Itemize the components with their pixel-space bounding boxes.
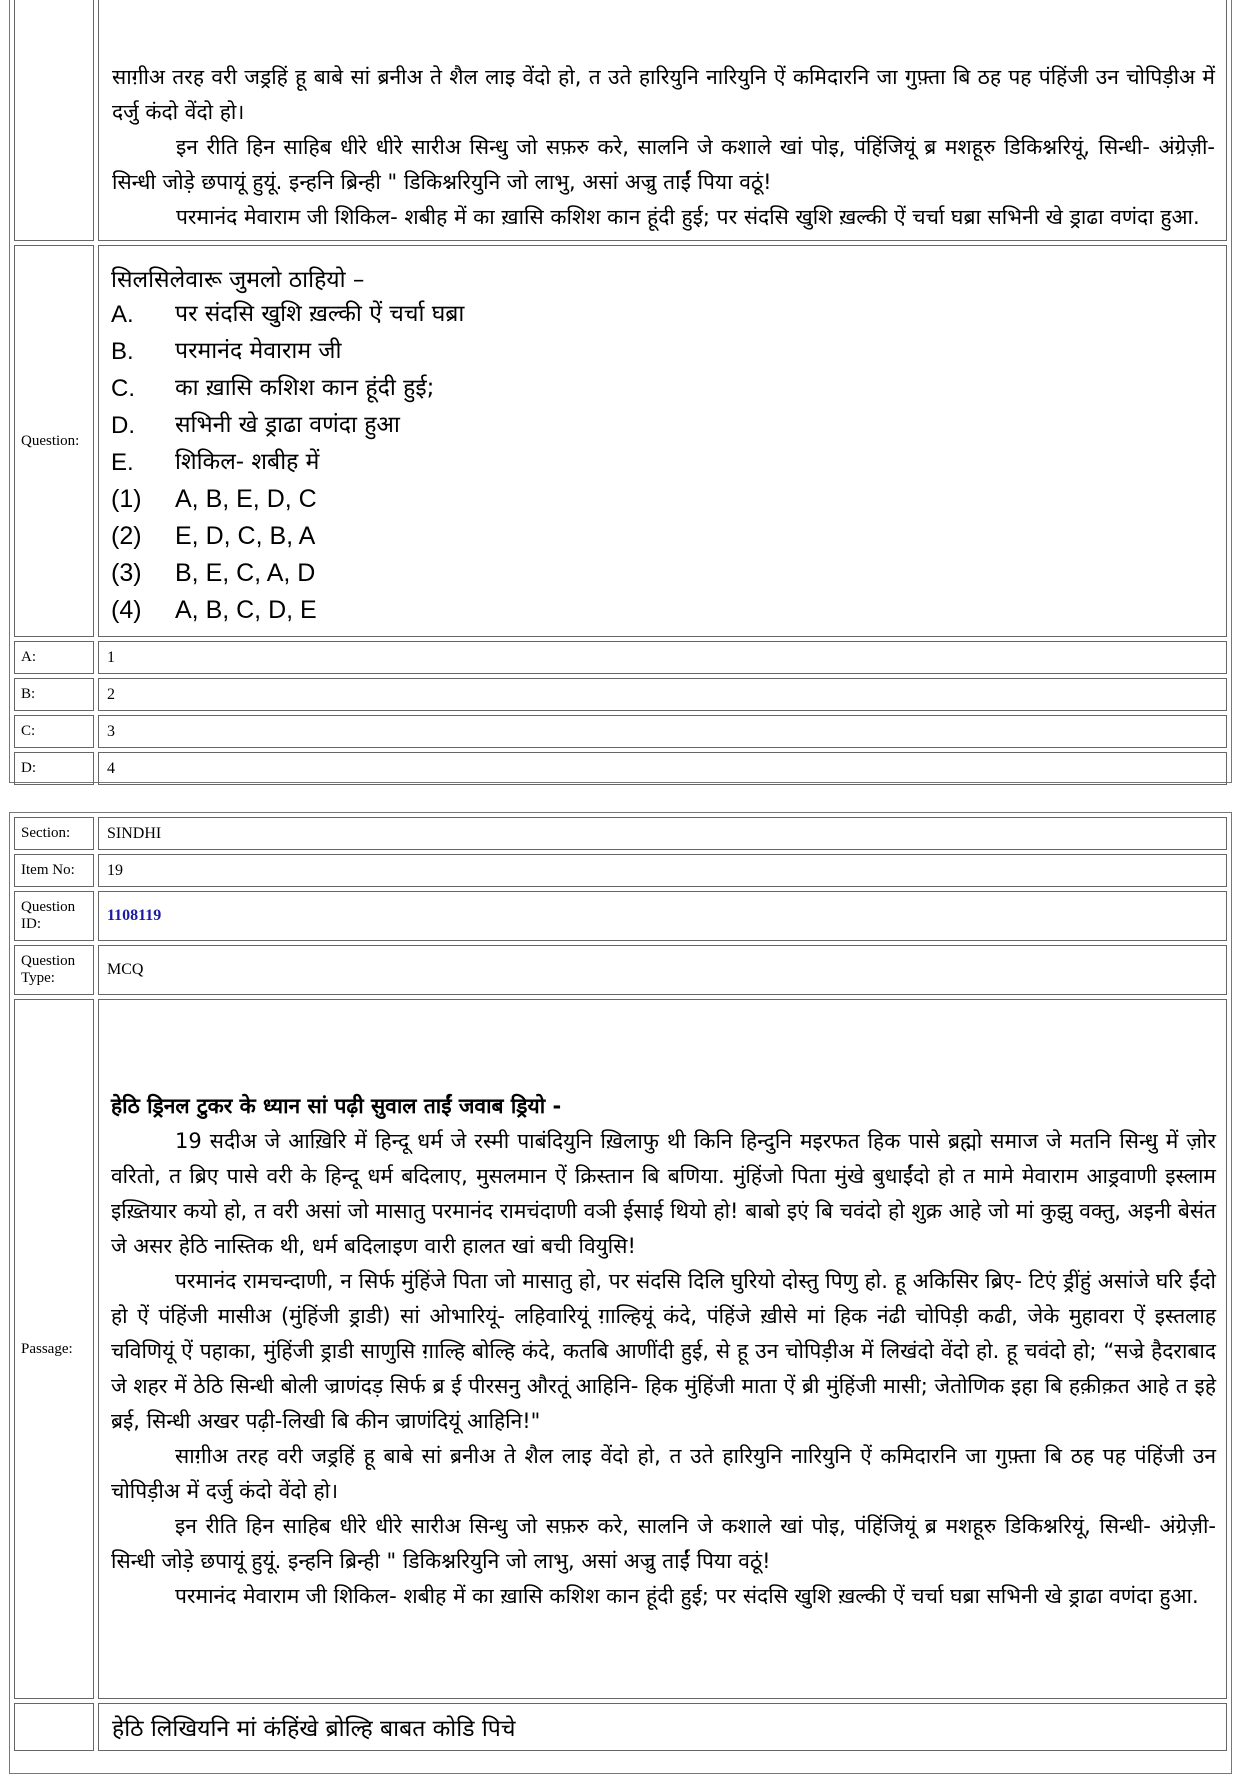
passage-label-empty [14,0,94,241]
item-no-label: Item No: [14,854,94,887]
question-part-c: C. का ख़ासि कशिश कान हूंदी हुई; [111,374,435,402]
passage-cell [98,999,1227,1699]
passage-paragraph: साग़ीअ तरह वरी जड्रहिं हू बाबे सां ब्रनीअ ते शैल लाइ वेंदो हो, त उते हारियुनि नारियुनि ऐं कमिदारनि जा गुफ़्ता बि ठह पह पंहिंजी उन चोपिड़ीअ में दर्जु कंदो वेंदो हो। [111,1443,1216,1503]
question-type-label: Question Type: [14,945,94,995]
question-cell [98,245,1227,637]
answer-value-a: 1 [98,641,1227,674]
current-item-block [9,812,1232,1774]
next-question-partial: हेठि लिखियनि मां कंहिंखे ब्रोल्हि बाबत कोडि पिचे [112,1716,516,1742]
item-no-value: 19 [98,854,1227,887]
question-type-value: MCQ [98,945,1227,995]
answer-value-c: 3 [98,715,1227,748]
question-id-value: 1108119 [107,907,162,924]
question-label: Question: [14,245,94,637]
question-choice-2: (2) E, D, C, B, A [111,521,316,550]
current-item-table [10,813,1231,1755]
passage-paragraph: 19 सदीअ जे आख़िरि में हिन्दू धर्म जे रस्मी पाबंदियुनि ख़िलाफु थी किनि हिन्दुनि मइरफत हिक पासे ब्रह्मो समाज जे मतनि सिन्धु में ज़ोर वरितो, त ब्रिए पासे वरी के हिन्दू धर्म बदिलाए, मुसलमान ऐं क्रिस्तान बि बणिया. मुंहिंजो पिता मुंखे बुधाईंदो हो त मामे मेवाराम आड्रवाणी इस्लाम इख़्तियार कयो हो, त वरी असां जो मासातु परमानंद रामचंदाणी वञी ईसाई थियो हो! बाबो इएं बि चवंदो हो शुक्र आहे जो मां कुझु वक्तु, अइनी बेसंत जे असर हेठि नास्तिक थी, धर्म बदिलाइण वारी हालत खां बची वियुसि! [111,1128,1216,1258]
passage-label: Passage: [14,999,94,1699]
section-label: Section: [14,817,94,850]
question-id-label: Question ID: [14,891,94,941]
question-choice-1: (1) A, B, E, D, C [111,484,317,513]
passage-paragraph: परमानंद रामचन्दाणी, न सिर्फ मुंहिंजे पिता जो मासातु हो, पर संदसि दिलि घुरियो दोस्तु पिणु हो. हू अकिसिर ब्रिए- टिएं ड्रींहुं असांजे घरि ईंदो हो ऐं पंहिंजी मासीअ (मुंहिंजी ड्राडी) सां ओभारियूं- लहिवारियूं ग़ाल्हियूं कंदे, पंहिंजे ख़ीसे मां हिक नंढी चोपिड़ी कढी, जेके मुहावरा ऐं इस्तलाह चविणियूं ऐं पहाका, मुंहिंजी ड्राडी साणुसि ग़ाल्हि बोल्हि कंदे, कतबि आणींदी हुई, से हू उन चोपिड़ीअ में लिखंदो वेंदो हो. हू चवंदो हो; “सज्रे हैदराबाद जे शहर में ठेठि सिन्धी बोली ज्राणंदड़ सिर्फ ब्र ई पीरसनु औरतूं आहिनि- हिक मुंहिंजी माता ऐं ब्री मुंहिंजी मासी; जेतोणिक इहा बि हक़ीक़त आहे त इहे ब्रई, सिन्धी अखर पढ़ी-लिखी बि कीन ज्राणंदियूं आहिनि!" [111,1268,1216,1433]
question-id-cell [98,891,1227,941]
passage-continued [100,60,1225,235]
passage-paragraph: परमानंद मेवाराम जी शिकिल- शबीह में का ख़ासि कशिश कान हूंदी हुई; पर संदसि खुशि ख़ल्की ऐं चर्चा घब्रा सभिनी खे ड्राढा वणंदा हुआ. [176,205,1200,229]
question-part-a: A. पर संदसि खुशि ख़ल्की ऐं चर्चा घब्रा [111,300,465,328]
answer-label-d: D: [14,752,94,785]
previous-question-block [9,0,1232,783]
answer-label-c: C: [14,715,94,748]
passage-paragraph: साग़ीअ तरह वरी जड्रहिं हू बाबे सां ब्रनीअ ते शैल लाइ वेंदो हो, त उते हारियुनि नारियुनि ऐं कमिदारनि जा गुफ़्ता बि ठह पह पंहिंजी उन चोपिड़ीअ में दर्जु कंदो वेंदो हो। [112,65,1215,124]
question-part-e: E. शिकिल- शबीह में [111,448,320,476]
passage-paragraph: इन रीति हिन साहिब धीरे धीरे सारीअ सिन्धु जो सफ़रु करे, सालनि जे कशाले खां पोइ, पंहिंजियूं ब्र मशहूरु डिकिश्नरियूं, सिन्धी- अंग्रेज़ी- सिन्धी जोड़े छपायूं हुयूं. इन्हनि ब्रिन्ही " डिकिश्नरियुनि जो लाभु, असां अज्रु ताईं पिया वठूं! [112,135,1215,194]
next-question-label [14,1703,94,1751]
section-value: SINDHI [98,817,1227,850]
question-part-b: B. परमानंद मेवाराम जी [111,337,342,365]
question-part-d: D. सभिनी खे ड्राढा वणंदा हुआ [111,411,400,439]
answer-label-b: B: [14,678,94,711]
question-choice-4: (4) A, B, C, D, E [111,595,317,624]
passage-continued-cell [98,0,1227,241]
next-question-cell [98,1703,1227,1751]
passage-title: हेठि ड्रिनल टुकर के ध्यान सां पढ़ी सुवाल ताईं जवाब ड्रियो - [111,1093,562,1118]
answer-label-a: A: [14,641,94,674]
question-intro: सिलसिलेवारू जुमलो ठाहियो – [111,266,365,293]
passage-paragraph: परमानंद मेवाराम जी शिकिल- शबीह में का ख़ासि कशिश कान हूंदी हुई; पर संदसि खुशि ख़ल्की ऐं चर्चा घब्रा सभिनी खे ड्राढा वणंदा हुआ. [175,1583,1199,1608]
passage [99,1089,1226,1614]
answer-value-d: 4 [98,752,1227,785]
answer-value-b: 2 [98,678,1227,711]
passage-paragraph: इन रीति हिन साहिब धीरे धीरे सारीअ सिन्धु जो सफ़रु करे, सालनि जे कशाले खां पोइ, पंहिंजियूं ब्र मशहूरु डिकिश्नरियूं, सिन्धी- अंग्रेज़ी- सिन्धी जोड़े छपायूं हुयूं. इन्हनि ब्रिन्ही " डिकिश्नरियुनि जो लाभु, असां अज्रु ताईं पिया वठूं! [111,1513,1216,1573]
previous-question-table [10,0,1231,789]
question-choice-3: (3) B, E, C, A, D [111,558,316,587]
